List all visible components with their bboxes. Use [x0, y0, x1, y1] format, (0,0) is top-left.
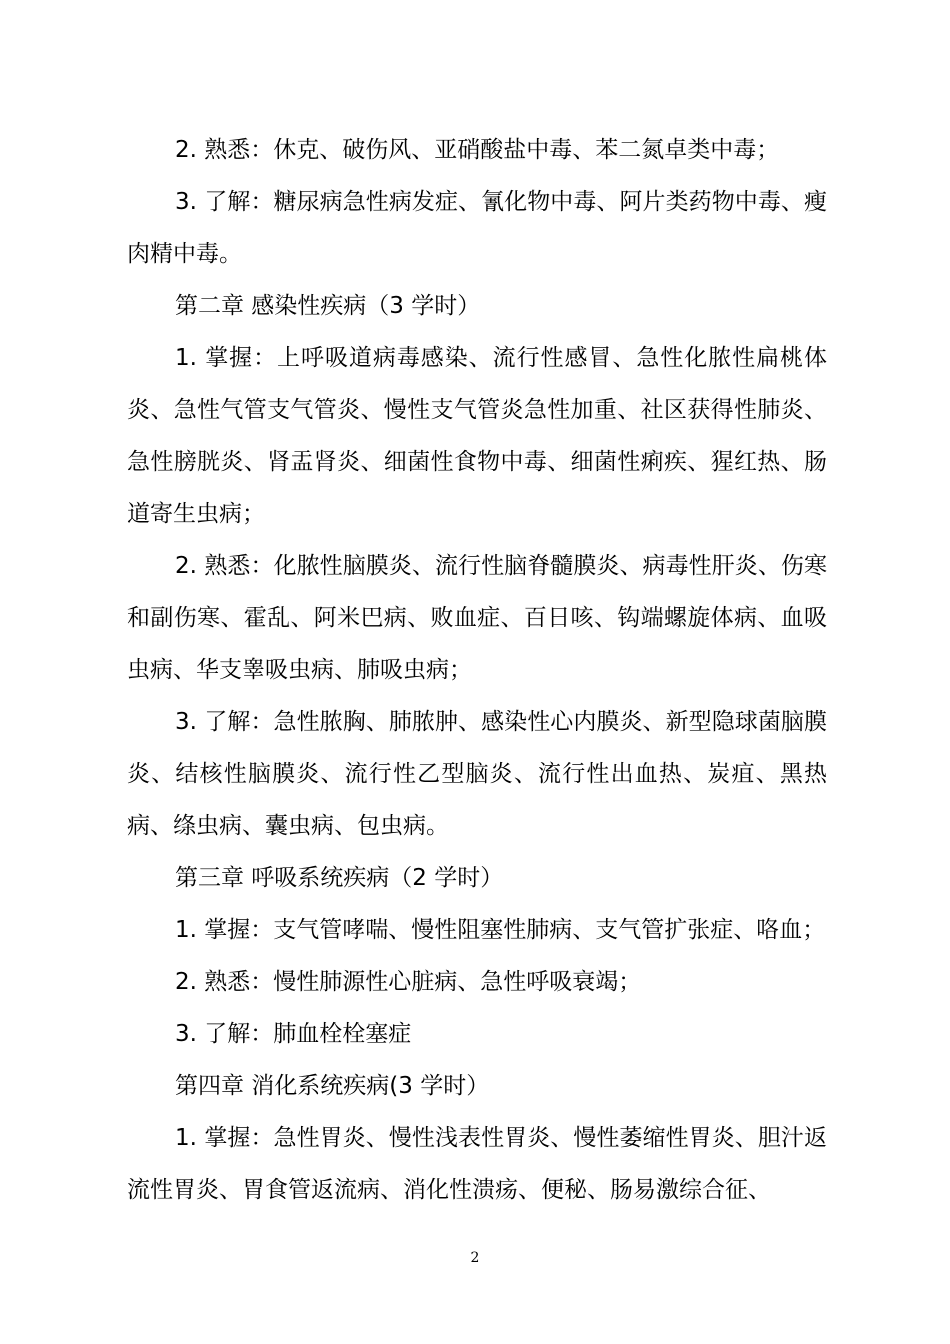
- paragraph-familiar-ch2: 2. 熟悉：化脓性脑膜炎、流行性脑脊髓膜炎、病毒性肝炎、伤寒和副伤寒、霍乱、阿米巴病、败血症、百日咳、钩端螺旋体病、血吸虫病、华支睾吸虫病、肺吸虫病；: [127, 553, 827, 683]
- chapter-4-heading: 第四章 消化系统疾病(3 学时）: [175, 1073, 490, 1099]
- page-number: 2: [470, 1250, 480, 1266]
- paragraph-understand-ch3: 3. 了解：肺血栓栓塞症: [175, 1021, 412, 1047]
- paragraph-understand-ch1: 3. 了解：糖尿病急性病发症、氰化物中毒、阿片类药物中毒、瘦肉精中毒。: [127, 189, 827, 267]
- paragraph-master-ch3: 1. 掌握：支气管哮喘、慢性阻塞性肺病、支气管扩张症、咯血；: [175, 917, 826, 943]
- paragraph-understand-ch2: 3. 了解：急性脓胸、肺脓肿、感染性心内膜炎、新型隐球菌脑膜炎、结核性脑膜炎、流行性乙型脑炎、流行性出血热、炭疽、黑热病、绦虫病、囊虫病、包虫病。: [127, 709, 827, 839]
- chapter-3-heading: 第三章 呼吸系统疾病（2 学时）: [175, 865, 504, 891]
- paragraph-familiar-ch3: 2. 熟悉：慢性肺源性心脏病、急性呼吸衰竭；: [175, 969, 642, 995]
- paragraph-master-ch4: 1. 掌握：急性胃炎、慢性浅表性胃炎、慢性萎缩性胃炎、胆汁返流性胃炎、胃食管返流病、消化性溃疡、便秘、肠易激综合征、: [127, 1125, 827, 1203]
- chapter-2-heading: 第二章 感染性疾病（3 学时）: [175, 293, 481, 319]
- paragraph-master-ch2: 1. 掌握：上呼吸道病毒感染、流行性感冒、急性化脓性扁桃体炎、急性气管支气管炎、慢性支气管炎急性加重、社区获得性肺炎、急性膀胱炎、肾盂肾炎、细菌性食物中毒、细菌性痢疾、猩红热、肠道寄生虫病；: [127, 345, 827, 527]
- paragraph-familiar-ch1: 2. 熟悉：休克、破伤风、亚硝酸盐中毒、苯二氮卓类中毒；: [175, 137, 780, 163]
- document-body: [127, 124, 827, 1216]
